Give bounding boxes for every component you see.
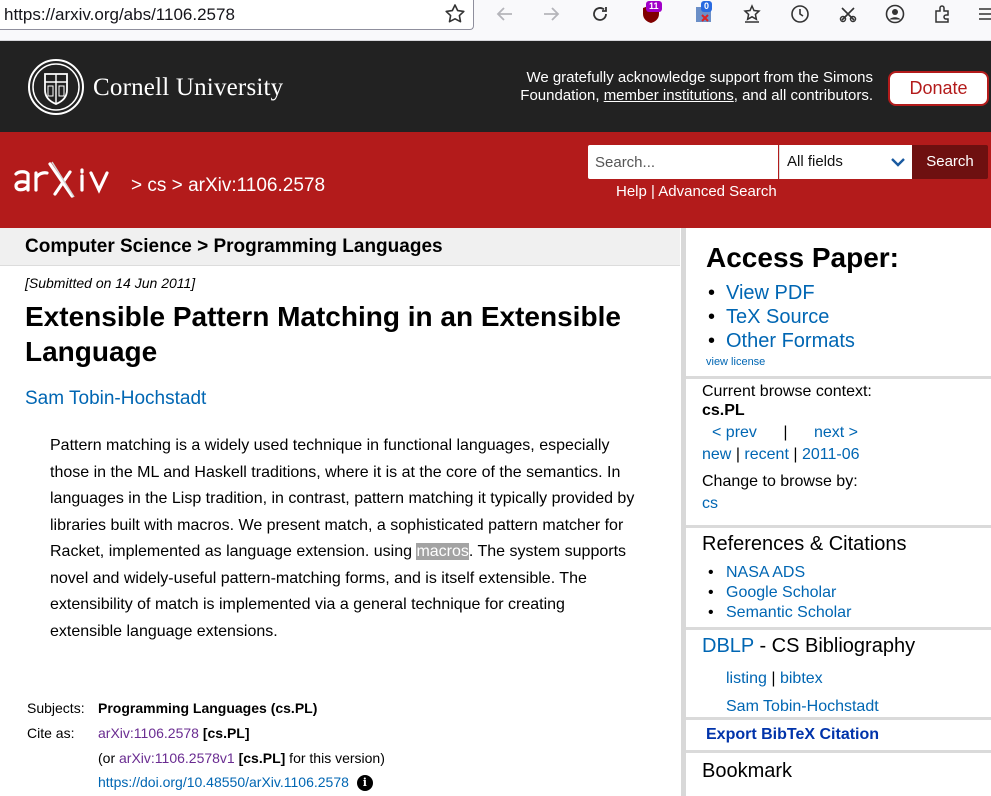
- prev-link[interactable]: < prev: [712, 424, 757, 441]
- screenshot-icon[interactable]: [837, 3, 859, 25]
- link-separator: |: [651, 183, 655, 200]
- cite-label: Cite as:: [27, 725, 75, 741]
- sidebar-divider: [686, 376, 991, 379]
- version-id-link[interactable]: arXiv:1106.2578v1: [119, 750, 235, 766]
- new-link[interactable]: new: [702, 446, 732, 463]
- menu-icon[interactable]: [976, 3, 991, 25]
- link-separator: |: [771, 670, 776, 687]
- extensions-puzzle-icon[interactable]: [931, 3, 953, 25]
- cite-category: [cs.PL]: [202, 725, 250, 741]
- doi-link[interactable]: https://doi.org/10.48550/arXiv.1106.2578: [98, 774, 349, 790]
- version-suffix: for this version): [285, 750, 385, 766]
- account-icon[interactable]: [884, 3, 906, 25]
- category-header: [0, 228, 680, 266]
- cornell-university-name[interactable]: Cornell University: [93, 74, 284, 101]
- search-input[interactable]: [588, 145, 778, 179]
- dblp-author-link[interactable]: Sam Tobin-Hochstadt: [726, 698, 879, 715]
- sidebar-divider: [686, 750, 991, 753]
- author-link[interactable]: Sam Tobin-Hochstadt: [25, 388, 207, 409]
- subjects-label: Subjects:: [27, 700, 85, 716]
- member-institutions-link[interactable]: member institutions: [603, 87, 734, 104]
- version-prefix: (or: [98, 750, 119, 766]
- breadcrumb-paper-id: arXiv:1106.2578: [188, 175, 326, 196]
- dblp-link[interactable]: DBLP: [702, 635, 754, 657]
- bookmark-star-icon[interactable]: [443, 2, 467, 26]
- address-bar[interactable]: [0, 0, 474, 30]
- month-link[interactable]: 2011-06: [801, 446, 860, 463]
- access-links: [706, 281, 855, 353]
- semantic-scholar-link[interactable]: • Semantic Scholar: [706, 603, 851, 623]
- support-text-end: , and all contributors.: [733, 87, 873, 104]
- references-links: [706, 563, 851, 623]
- abstract-text: Pattern matching is a widely used technique in functional languages, especially those in the ML and Haskell traditions, where it is at the core of the semantics. In languages in the Lisp tradition, in contrast, pattern matching it typically provided by libraries built with macros. We present match, a sophisticated pattern matcher for Racket, implemented as language extension. using: [50, 437, 635, 560]
- bookmarks-menu-icon[interactable]: [741, 3, 763, 25]
- submission-date: [Submitted on 14 Jun 2011]: [25, 275, 196, 291]
- sidebar: [686, 228, 991, 796]
- url-text[interactable]: https://arxiv.org/abs/1106.2578: [4, 5, 235, 24]
- sidebar-divider: [686, 525, 991, 528]
- ublock-icon[interactable]: [640, 3, 662, 25]
- breadcrumb: [131, 175, 325, 197]
- abstract-highlight: macros: [416, 543, 469, 560]
- nav-separator: |: [793, 446, 798, 463]
- arxiv-header: [0, 132, 991, 228]
- browser-toolbar: [0, 0, 991, 41]
- bookmark-title: Bookmark: [702, 760, 793, 782]
- browse-context-value: cs.PL: [702, 402, 745, 419]
- breadcrumb-separator: >: [171, 175, 183, 196]
- sidebar-divider: [686, 717, 991, 720]
- search-field-select[interactable]: [779, 145, 912, 179]
- tex-source-link[interactable]: • TeX Source: [706, 305, 855, 329]
- extension-badge: 0: [701, 1, 712, 12]
- category-title: Computer Science > Programming Languages: [25, 236, 443, 257]
- help-links: [616, 183, 777, 200]
- nasa-ads-link[interactable]: • NASA ADS: [706, 563, 851, 583]
- dblp-title: [702, 635, 915, 658]
- listing-link[interactable]: listing: [726, 670, 767, 687]
- cornell-seal-icon[interactable]: [27, 58, 85, 116]
- change-browse-label: Change to browse by:: [702, 473, 858, 490]
- view-pdf-link[interactable]: • View PDF: [706, 281, 855, 305]
- history-icon[interactable]: [789, 3, 811, 25]
- dblp-subtitle: - CS Bibliography: [753, 635, 916, 657]
- ublock-badge: 11: [646, 1, 662, 12]
- recent-link[interactable]: recent: [744, 446, 789, 463]
- cite-id-link[interactable]: arXiv:1106.2578: [98, 725, 199, 741]
- extension-icon[interactable]: [693, 3, 715, 25]
- abstract-text-end: . The system supports novel and widely-useful pattern-matching forms, and is itself extensible. The extensibility of match is implemented via a general technique for creating extensible language extensions.: [50, 543, 627, 640]
- support-text: We gratefully acknowledge support from the Simons Foundation,: [520, 69, 873, 104]
- browse-context: [702, 381, 982, 515]
- abstract: [50, 433, 640, 645]
- paper-title: Extensible Pattern Matching in an Extensible Language: [25, 301, 621, 367]
- google-scholar-link[interactable]: • Google Scholar: [706, 583, 851, 603]
- support-acknowledgement: [493, 69, 873, 105]
- references-title: References & Citations: [702, 533, 907, 555]
- sidebar-divider: [686, 627, 991, 630]
- search-field-value: All fields: [787, 153, 843, 170]
- browse-cs-link[interactable]: cs: [702, 495, 718, 512]
- arxiv-logo[interactable]: [12, 159, 126, 199]
- search-button[interactable]: Search: [912, 145, 988, 179]
- view-license-link[interactable]: view license: [706, 356, 766, 368]
- export-bibtex-link[interactable]: Export BibTeX Citation: [706, 726, 880, 743]
- browse-context-label: Current browse context:: [702, 383, 872, 400]
- nav-separator: |: [735, 446, 740, 463]
- bibtex-link[interactable]: bibtex: [779, 670, 823, 687]
- dblp-links: [726, 665, 879, 721]
- version-category: [cs.PL]: [238, 750, 286, 766]
- cornell-header: [0, 41, 991, 132]
- reload-icon[interactable]: [589, 3, 611, 25]
- advanced-search-link[interactable]: Advanced Search: [658, 183, 777, 200]
- other-formats-link[interactable]: • Other Formats: [706, 329, 855, 353]
- forward-icon[interactable]: [540, 3, 562, 25]
- donate-button[interactable]: Donate: [888, 71, 989, 106]
- back-icon[interactable]: [494, 3, 516, 25]
- next-link[interactable]: next >: [813, 424, 859, 441]
- breadcrumb-cs[interactable]: cs: [147, 175, 167, 196]
- info-icon[interactable]: i: [357, 775, 373, 791]
- subjects-value: Programming Languages (cs.PL): [98, 700, 318, 716]
- access-paper-title: Access Paper:: [706, 242, 900, 273]
- help-link[interactable]: Help: [616, 183, 647, 200]
- chevron-down-icon: [890, 156, 906, 168]
- breadcrumb-separator: >: [131, 175, 143, 196]
- nav-separator: |: [783, 424, 788, 441]
